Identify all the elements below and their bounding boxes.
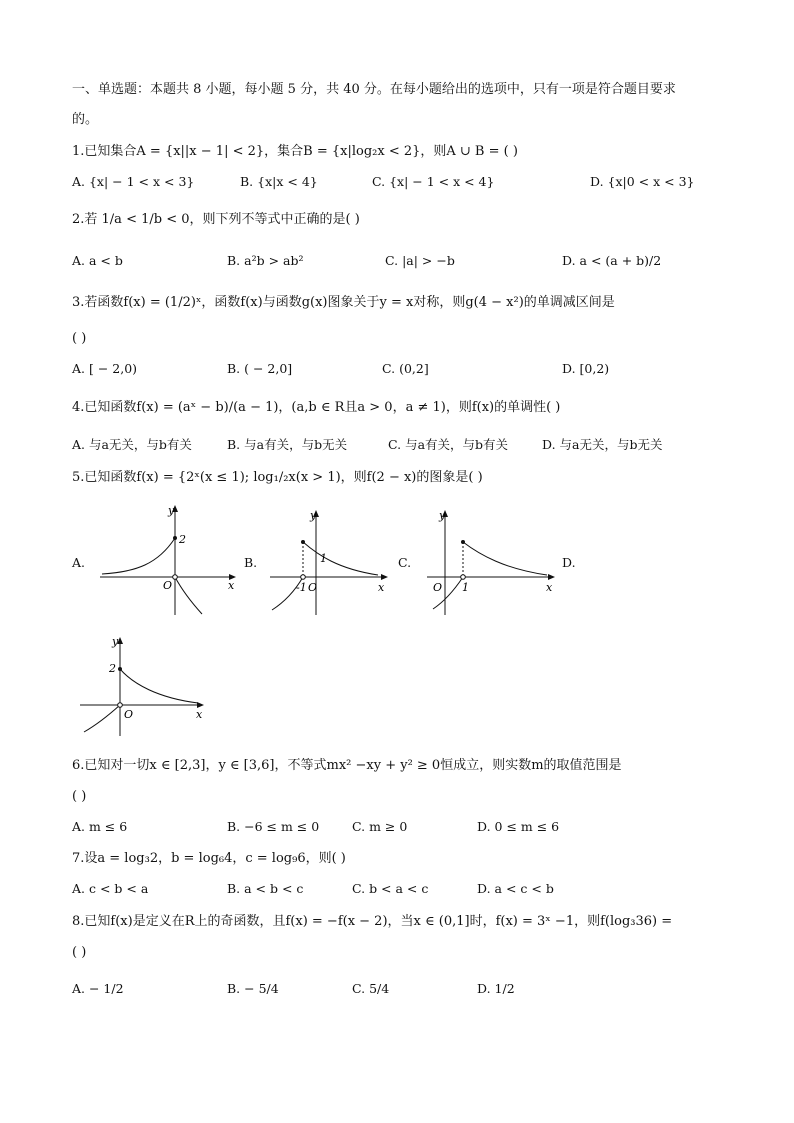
option-c[interactable]: C. b < a < c (352, 881, 429, 896)
question-3-paren: ( ) (72, 331, 87, 346)
option-d[interactable]: D. (562, 555, 576, 570)
origin-label: O (308, 581, 318, 594)
graph-b (268, 505, 393, 617)
graph-d (78, 632, 208, 738)
question-1-stem: 1.已知集合A = {x||x − 1| < 2}，集合B = {x|log₂x < 2}，则A ∪ B = ( ) (72, 144, 518, 159)
tick-label: -1 (296, 581, 307, 594)
option-b[interactable]: B. ( − 2,0] (227, 361, 293, 376)
option-d[interactable]: D. [0,2) (562, 361, 610, 376)
origin-label: O (433, 581, 443, 594)
tick-label: 2 (109, 662, 116, 675)
question-6-options (72, 819, 734, 839)
option-b[interactable]: B. − 5/4 (227, 981, 279, 996)
question-2-stem: 2.若 1/a < 1/b < 0，则下列不等式中正确的是( ) (72, 212, 360, 227)
origin-label: O (163, 579, 173, 592)
option-a[interactable]: A. [ − 2,0) (72, 361, 138, 376)
question-5-stem: 5.已知函数f(x) = {2ˣ(x ≤ 1); log₁/₂x(x > 1)，则f(2 − x)的图象是( ) (72, 470, 483, 485)
option-c[interactable]: C. |a| > −b (385, 253, 455, 268)
tick-label: 2 (179, 533, 186, 546)
option-a[interactable]: A. − 1/2 (72, 981, 124, 996)
question-7-options (72, 881, 734, 901)
question-3-options (72, 361, 734, 381)
question-4-stem: 4.已知函数f(x) = (aˣ − b)/(a − 1)，(a,b ∈ R且a > 0，a ≠ 1)，则f(x)的单调性( ) (72, 400, 561, 415)
axis-label-x: x (378, 581, 385, 594)
option-b[interactable]: B. {x|x < 4} (240, 174, 318, 189)
option-c[interactable]: C. m ≥ 0 (352, 819, 408, 834)
option-c[interactable]: C. 与a有关，与b有关 (388, 437, 509, 452)
option-d[interactable]: D. {x|0 < x < 3} (590, 174, 695, 189)
option-a[interactable]: A. a < b (72, 253, 123, 268)
section-header-cont: 的。 (72, 112, 99, 127)
option-a[interactable]: A. (72, 555, 86, 570)
option-d[interactable]: D. 1/2 (477, 981, 515, 996)
axis-label-y: y (168, 504, 175, 517)
section-header: 一、单选题：本题共 8 小题，每小题 5 分，共 40 分。在每小题给出的选项中，只有一项是符合题目要求 (72, 82, 676, 97)
question-8-paren: ( ) (72, 945, 87, 960)
question-4-options (72, 435, 734, 455)
option-b[interactable]: B. (244, 555, 258, 570)
axis-label-x: x (196, 708, 203, 721)
option-b[interactable]: B. 与a有关，与b无关 (227, 437, 348, 452)
option-c[interactable]: C. 5/4 (352, 981, 390, 996)
option-b[interactable]: B. a²b > ab² (227, 253, 304, 268)
question-2-options (72, 253, 734, 273)
origin-label: O (124, 708, 134, 721)
option-d[interactable]: D. a < c < b (477, 881, 554, 896)
option-c[interactable]: C. (0,2] (382, 361, 429, 376)
option-a[interactable]: A. m ≤ 6 (72, 819, 128, 834)
question-8-stem: 8.已知f(x)是定义在R上的奇函数，且f(x) = −f(x − 2)，当x ∈ (0,1]时，f(x) = 3ˣ −1，则f(log₃36) = (72, 914, 673, 929)
question-8-options (72, 981, 734, 1001)
option-c[interactable]: C. {x| − 1 < x < 4} (372, 174, 495, 189)
axis-label-y: y (439, 509, 446, 522)
axis-label-y: y (112, 635, 119, 648)
option-b[interactable]: B. −6 ≤ m ≤ 0 (227, 819, 320, 834)
option-b[interactable]: B. a < b < c (227, 881, 304, 896)
option-a[interactable]: A. {x| − 1 < x < 3} (72, 174, 195, 189)
graph-a (96, 500, 241, 618)
option-d[interactable]: D. 与a无关，与b无关 (542, 437, 663, 452)
option-c[interactable]: C. (398, 555, 412, 570)
question-1-options (72, 174, 734, 194)
option-d[interactable]: D. a < (a + b)/2 (562, 253, 662, 268)
tick-label: 1 (320, 552, 327, 565)
axis-label-x: x (228, 579, 235, 592)
graph-c (425, 505, 560, 617)
question-3-stem: 3.若函数f(x) = (1/2)ˣ，函数f(x)与函数g(x)图象关于y = x对称，则g(4 − x²)的单调减区间是 (72, 295, 615, 310)
question-6-stem: 6.已知对一切x ∈ [2,3]，y ∈ [3,6]，不等式mx² −xy + y² ≥ 0恒成立，则实数m的取值范围是 (72, 758, 622, 773)
axis-label-x: x (546, 581, 553, 594)
option-a[interactable]: A. c < b < a (72, 881, 149, 896)
question-6-paren: ( ) (72, 789, 87, 804)
option-a[interactable]: A. 与a无关，与b有关 (72, 437, 192, 452)
tick-label: 1 (462, 581, 469, 594)
option-d[interactable]: D. 0 ≤ m ≤ 6 (477, 819, 560, 834)
question-7-stem: 7.设a = log₃2，b = log₆4，c = log₉6，则( ) (72, 851, 346, 866)
axis-label-y: y (310, 509, 317, 522)
